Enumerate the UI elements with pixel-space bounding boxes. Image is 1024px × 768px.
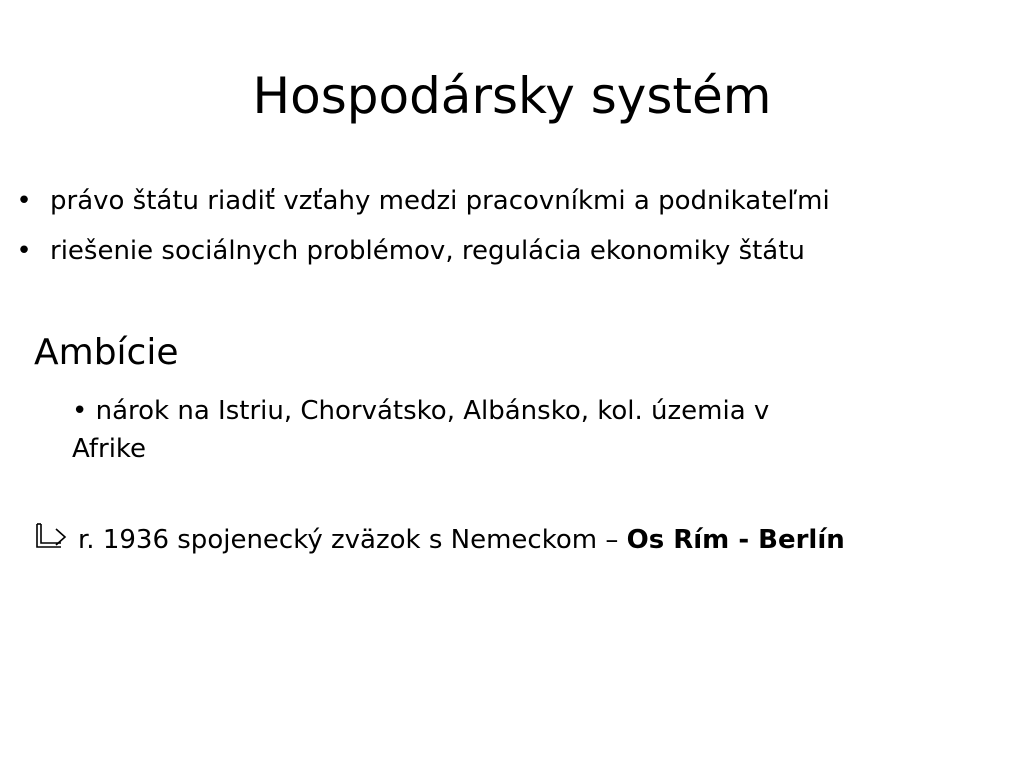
arrow-item [34, 521, 1014, 559]
bullet-text: právo štátu riadiť vzťahy medzi pracovníkmi a podnikateľmi [50, 186, 830, 216]
arrow-icon [34, 522, 68, 552]
slide-title: Hospodársky systém [252, 67, 772, 125]
bullet-list [14, 182, 1004, 282]
sub-bullet-text: nárok na Istriu, Chorvátsko, Albánsko, kol. územia v Afrike [72, 396, 770, 464]
bullet-icon: • [16, 186, 32, 216]
bullet-icon: • [16, 236, 32, 266]
bullet-item [14, 182, 1004, 220]
sub-bullet-item [72, 392, 812, 468]
arrow-item-bold-text: Os Rím - Berlín [626, 525, 845, 555]
arrow-item-text: r. 1936 spojenecký zväzok s Nemeckom – [78, 525, 627, 555]
bullet-item [14, 232, 1004, 270]
section-heading: Ambície [34, 332, 179, 373]
sub-bullet-icon: • [72, 396, 88, 426]
bullet-text: riešenie sociálnych problémov, regulácia ekonomiky štátu [50, 236, 805, 266]
